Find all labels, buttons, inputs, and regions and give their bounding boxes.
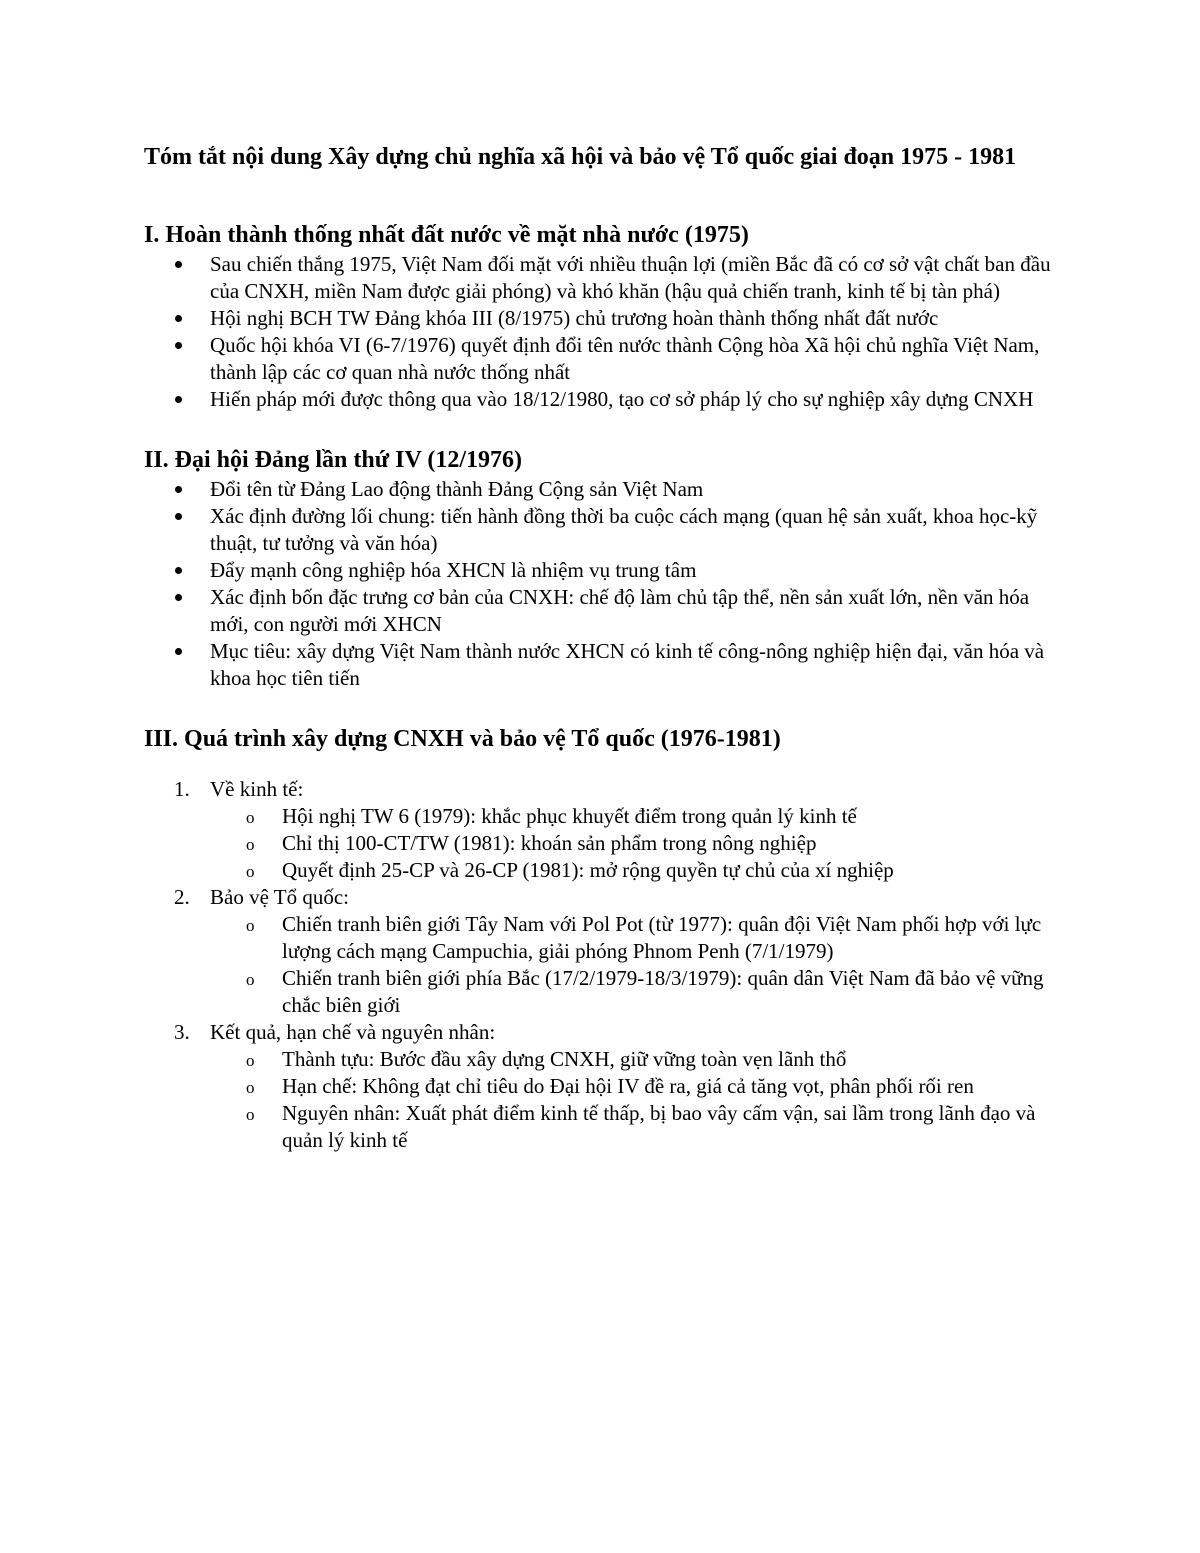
- list-item: [144, 305, 1064, 332]
- sub-list-item: [210, 830, 1064, 857]
- list-item: [144, 503, 1064, 557]
- numbered-item: [144, 884, 1064, 1019]
- list-item-text: Xác định đường lối chung: tiến hành đồng thời ba cuộc cách mạng (quan hệ sản xuất, khoa học-kỹ thuật, tư tưởng và văn hóa): [210, 504, 1038, 555]
- item-number: 2.: [174, 885, 190, 909]
- circle-bullet-icon: o: [246, 970, 255, 989]
- list-item: [144, 251, 1064, 305]
- sub-list-item-text: Chiến tranh biên giới Tây Nam với Pol Pot (từ 1977): quân đội Việt Nam phối hợp với lực lượng cách mạng Campuchia, giải phóng Phnom Penh (7/1/1979): [282, 912, 1042, 963]
- sub-list-item-text: Chiến tranh biên giới phía Bắc (17/2/1979-18/3/1979): quân dân Việt Nam đã bảo vệ vững chắc biên giới: [282, 966, 1044, 1017]
- bullet-icon: [175, 396, 182, 403]
- document-title: Tóm tắt nội dung Xây dựng chủ nghĩa xã hội và bảo vệ Tổ quốc giai đoạn 1975 - 1981: [144, 144, 1017, 170]
- circle-bullet-icon: o: [246, 835, 255, 854]
- section-1-bullet-list: [144, 251, 1064, 413]
- numbered-item-label: Kết quả, hạn chế và nguyên nhân:: [210, 1020, 496, 1044]
- sub-list-item-text: Chỉ thị 100-CT/TW (1981): khoán sản phẩm trong nông nghiệp: [282, 831, 817, 855]
- circle-bullet-icon: o: [246, 862, 255, 881]
- bullet-icon: [175, 342, 182, 349]
- numbered-item: [144, 776, 1064, 884]
- list-item-text: Sau chiến thắng 1975, Việt Nam đối mặt với nhiều thuận lợi (miền Bắc đã có cơ sở vật chất ban đầu của CNXH, miền Nam được giải phóng) và khó khăn (hậu quả chiến tranh, kinh tế bị tàn phá): [210, 252, 1051, 303]
- list-item: [144, 584, 1064, 638]
- numbered-item-label: Bảo vệ Tổ quốc:: [210, 885, 350, 909]
- bullet-icon: [175, 486, 182, 493]
- numbered-item: [144, 1019, 1064, 1154]
- bullet-icon: [175, 567, 182, 574]
- circle-bullet-icon: o: [246, 808, 255, 827]
- document-page: [144, 142, 1064, 1154]
- bullet-icon: [175, 594, 182, 601]
- sub-list-item-text: Hội nghị TW 6 (1979): khắc phục khuyết điểm trong quản lý kinh tế: [282, 804, 857, 828]
- bullet-icon: [175, 513, 182, 520]
- numbered-item-label: Về kinh tế:: [210, 777, 304, 801]
- circle-bullet-icon: o: [246, 1105, 255, 1124]
- list-item-text: Đẩy mạnh công nghiệp hóa XHCN là nhiệm vụ trung tâm: [210, 558, 697, 582]
- sub-list-item: [210, 911, 1064, 965]
- circle-bullet-icon: o: [246, 1051, 255, 1070]
- list-item: [144, 638, 1064, 692]
- list-item-text: Hội nghị BCH TW Đảng khóa III (8/1975) chủ trương hoàn thành thống nhất đất nước: [210, 306, 939, 330]
- sub-list-item: [210, 803, 1064, 830]
- item-number: 1.: [174, 777, 190, 801]
- sub-list-item-text: Nguyên nhân: Xuất phát điểm kinh tế thấp, bị bao vây cấm vận, sai lầm trong lãnh đạo và quản lý kinh tế: [282, 1101, 1036, 1152]
- item-number: 3.: [174, 1020, 190, 1044]
- sub-list: [210, 803, 1064, 884]
- list-item-text: Mục tiêu: xây dựng Việt Nam thành nước XHCN có kinh tế công-nông nghiệp hiện đại, văn hóa và khoa học tiên tiến: [210, 639, 1045, 690]
- section-3-numbered-list: [144, 776, 1064, 1154]
- sub-list-item: [210, 965, 1064, 1019]
- section-2-bullet-list: [144, 476, 1064, 692]
- sub-list-item: [210, 857, 1064, 884]
- list-item: [144, 557, 1064, 584]
- sub-list-item-text: Quyết định 25-CP và 26-CP (1981): mở rộng quyền tự chủ của xí nghiệp: [282, 858, 894, 882]
- list-item-text: Xác định bốn đặc trưng cơ bản của CNXH: chế độ làm chủ tập thể, nền sản xuất lớn, nền văn hóa mới, con người mới XHCN: [210, 585, 1030, 636]
- circle-bullet-icon: o: [246, 1078, 255, 1097]
- sub-list: [210, 911, 1064, 1019]
- list-item-text: Đổi tên từ Đảng Lao động thành Đảng Cộng sản Việt Nam: [210, 477, 704, 501]
- bullet-icon: [175, 648, 182, 655]
- bullet-icon: [175, 261, 182, 268]
- list-item: [144, 386, 1064, 413]
- sub-list-item-text: Hạn chế: Không đạt chỉ tiêu do Đại hội IV đề ra, giá cả tăng vọt, phân phối rối ren: [282, 1074, 974, 1098]
- section-heading-2: II. Đại hội Đảng lần thứ IV (12/1976): [144, 447, 523, 473]
- list-item: [144, 332, 1064, 386]
- list-item: [144, 476, 1064, 503]
- bullet-icon: [175, 315, 182, 322]
- sub-list: [210, 1046, 1064, 1154]
- section-heading-3: III. Quá trình xây dựng CNXH và bảo vệ Tổ quốc (1976-1981): [144, 726, 781, 752]
- sub-list-item: [210, 1046, 1064, 1073]
- list-item-text: Quốc hội khóa VI (6-7/1976) quyết định đổi tên nước thành Cộng hòa Xã hội chủ nghĩa Việt Nam, thành lập các cơ quan nhà nước thống nhất: [210, 333, 1040, 384]
- sub-list-item: [210, 1073, 1064, 1100]
- sub-list-item: [210, 1100, 1064, 1154]
- sub-list-item-text: Thành tựu: Bước đầu xây dựng CNXH, giữ vững toàn vẹn lãnh thổ: [282, 1047, 847, 1071]
- list-item-text: Hiến pháp mới được thông qua vào 18/12/1980, tạo cơ sở pháp lý cho sự nghiệp xây dựng CNXH: [210, 387, 1034, 411]
- section-heading-1: I. Hoàn thành thống nhất đất nước về mặt nhà nước (1975): [144, 222, 749, 248]
- circle-bullet-icon: o: [246, 916, 255, 935]
